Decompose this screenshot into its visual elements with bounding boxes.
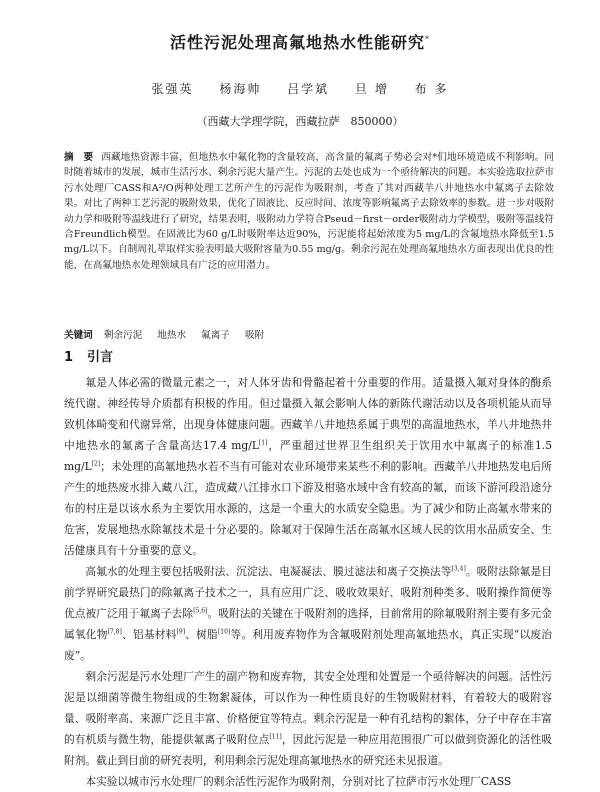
abstract-text: 西藏地热资源丰富，但地热水中氟化物的含量较高，高含量的氟离子势必会对*们地环境造成不利影响。同时随着城市的发展，城市生活污水、剩余污泥大量产生。污泥的去处也成为一个亟待解决的问题。本实验选取拉萨市污水处理厂CASS和A²/O两种处理工艺所产生的污泥作为吸附剂，考查了其对西藏羊八井地热水中氟离子去除效果。对比了两种工艺污泥的吸附效果，优化了固液比、反应时间、浓度等影响氟离子去除效率的参数。进一步对吸附动力学和吸附等温线进行了研究，结果表明，吸附动力学符合Pseud－first－order吸附动力学模型，吸附等温线符合Freundlich模型。在固液比为60 g/L时吸附率达近90%，污泥能将起始浓度为5 mg/L的含氟地热水降低至1.5 mg/L以下。自制周礼萃取样实验表明最大吸附容量为0.55 mg/g。剩余污泥在处理高氟地热水方面表现出优良的性能，在高氟地热水处理领域具有广泛的应用潜力。 [64, 152, 555, 271]
body-text [64, 372, 552, 792]
citation: [1] [258, 439, 268, 447]
author: 杨海帅 [219, 82, 262, 96]
citation: [11] [269, 733, 282, 741]
citation: [3,4] [451, 565, 466, 573]
keywords-label: 关键词 [64, 330, 93, 341]
keywords [64, 328, 554, 343]
author: 布 多 [414, 82, 449, 96]
abstract [64, 150, 554, 273]
citation: [5,6] [193, 607, 208, 615]
section-title: 引言 [87, 350, 114, 365]
author: 张强英 [151, 82, 194, 96]
keyword: 地热水 [157, 330, 187, 341]
affiliation: （西藏大学理学院，西藏拉萨 850000） [196, 115, 404, 128]
keyword: 吸附 [244, 330, 265, 341]
author: 吕学斌 [287, 82, 330, 96]
paragraph: 本实验以城市污水处理厂的剩余活性污泥作为吸附剂，分别对比了拉萨市污水处理厂CASS [85, 775, 512, 788]
paper-title [0, 30, 600, 53]
title-text: 活性污泥处理高氟地热水性能研究 [169, 33, 425, 52]
citation: [10] [217, 628, 231, 636]
citation: [2] [91, 460, 101, 468]
section-heading [64, 346, 113, 365]
citation: [9] [176, 628, 186, 636]
paragraph: 剩余污泥是污水处理厂产生的副产物和废弃物，其安全处理和处置是一个亟待解决的问题。活性污泥是以细菌等微生物组成的生物絮凝体，可以作为一种性质良好的生物吸附材料，有着较大的吸附容量、吸附率高、来源广泛且丰富、价格便宜等特点。剩余污泥是一种有孔结构的絮体，分子中存在丰富的有机质与微生物，能提供氟离子吸附位点[11]，因此污泥是一种应用范围很广可以做到资源化的活性吸附剂。截止到目前的研究表明，利用剩余污泥处理高氟地热水的研究还未见报道。 [64, 670, 552, 767]
keyword: 氟离子 [201, 330, 230, 341]
keyword: 剩余污泥 [103, 330, 143, 341]
section-number: 1 [64, 350, 74, 365]
citation: [7,8] [107, 628, 122, 636]
author: 旦 增 [355, 82, 389, 96]
abstract-label: 摘 要 [64, 152, 94, 163]
title-footnote-mark: * [425, 34, 430, 44]
paragraph: 氟是人体必需的微量元素之一，对人体牙齿和骨骼起着十分重要的作用。适量摄入氟对身体的酶系统代谢、神经传导介质都有积极的作用。但过量摄入氟会影响人体的新陈代谢活动以及各项机能从而导致机体畸变和代谢异常，出现身体健康问题。西藏羊八井地热系属于典型的高温地热水，羊八井地热井中地热水的氟离子含量高达17.4 mg/L[1]，严重超过世界卫生组织关于饮用水中氟离子的标准1.5 mg/L[2]；未处理的高氟地热水若不当有可能对农业环境带来某些不利的影响。西藏羊八井地热发电后所产生的地热废水排入藏八江，造成藏八江排水口下游及柑骆水域中含有较高的氟，而该下游河段沿途分布的村庄是以该水系为主要饮用水源的，这是一个重大的水质安全隐患。为了减少和防止高氟水带来的危害，发展地热水除氟技术是十分必要的。除氟对于保障生活在高氟水区域人民的饮用水品质安全、生活健康具有十分重要的意义。 [64, 376, 553, 557]
paragraph: 高氟水的处理主要包括吸附法、沉淀法、电凝凝法、膜过滤法和离子交换法等[3,4]。吸附法除氟是目前学界研究最热门的除氟离子技术之一，具有应用广泛、吸收效果好、吸附剂种类多、吸附操作简便等优点被广泛用于氟离子去除[5,6]。吸附法的关键在于吸附剂的选择，目前常用的除氟吸附剂主要有多元金属氧化物[7,8]、铝基材料[9]、树脂[10]等。利用废弃物作为含氟吸附剂处理高氟地热水，真正实现“以废治废”。 [64, 565, 552, 662]
author-list [0, 80, 600, 97]
